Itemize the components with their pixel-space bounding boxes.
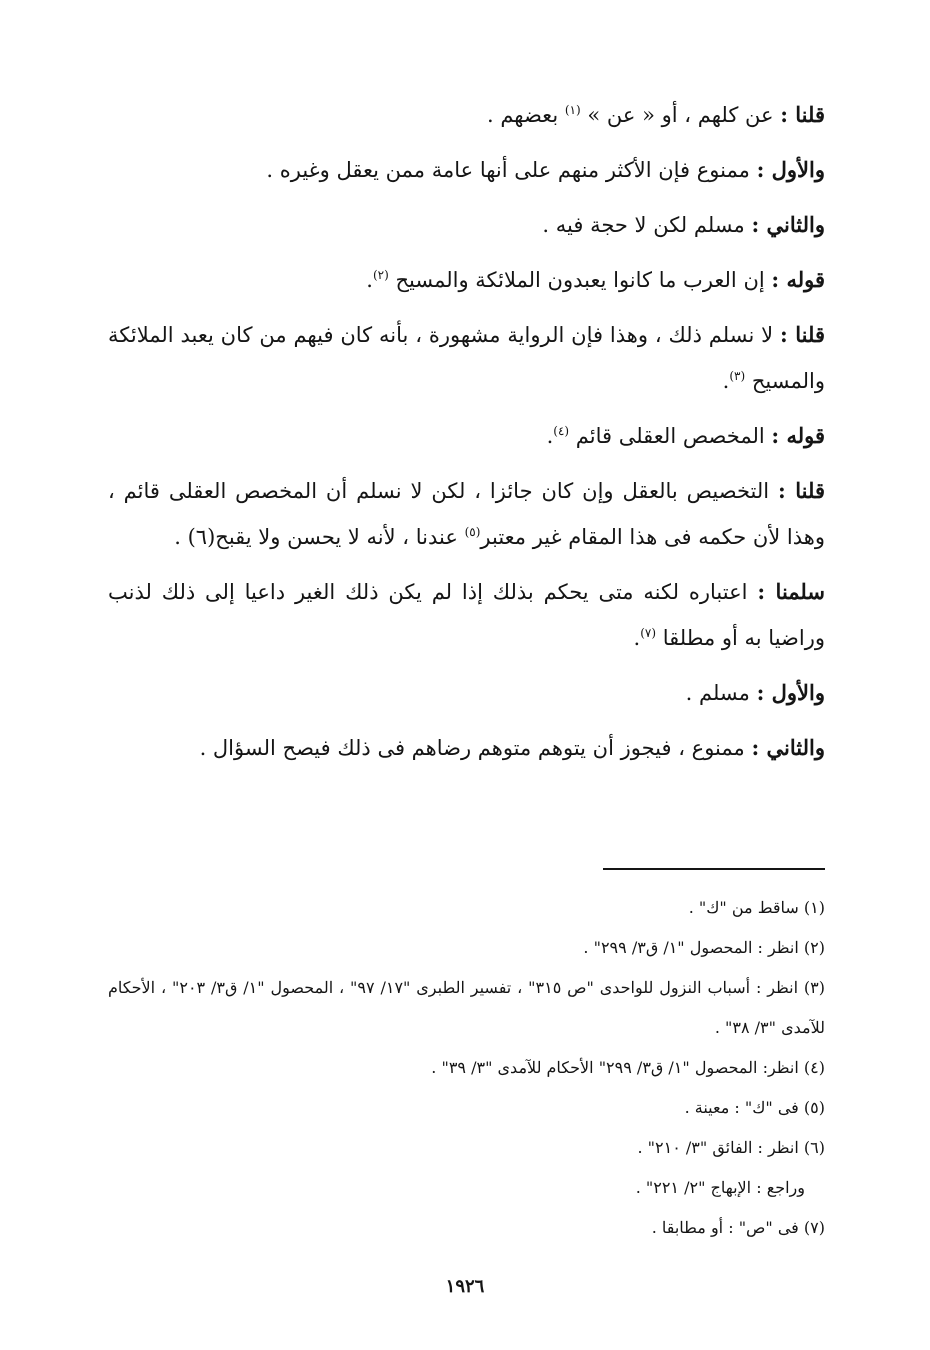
paragraph-lead: والثاني : (751, 212, 825, 237)
paragraph-text: اعتباره لكنه متى يحكم بذلك إذا لم يكن ذلك الغير داعيا إلى ذلك لذنب وراضيا به أو مطلقا (108, 580, 825, 650)
footnote-4: (٤) انظر: المحصول "١/ ق٣/ ٢٩٩" الأحكام للآمدى "٣/ ٣٩" . (431, 1058, 825, 1077)
paragraph-text: لا نسلم ذلك ، وهذا فإن الرواية مشهورة ، بأنه كان فيهم من كان يعبد الملائكة والمسيح (108, 323, 825, 393)
paragraph-lead: قوله : (771, 423, 825, 448)
footnote-5: (٥) فى "ك" : معينة . (684, 1098, 825, 1117)
paragraph-tail: عندنا ، لأنه لا يحسن ولا يقبح(٦) . (174, 525, 458, 549)
paragraph-2 (108, 147, 825, 193)
paragraph-7 (108, 468, 825, 560)
paragraph-text: ممنوع ، فيجوز أن يتوهم متوهم رضاهم فى ذلك فيصح السؤال . (199, 736, 745, 760)
footnote-2: (٢) انظر : المحصول "١/ ق٣/ ٢٩٩" . (583, 938, 825, 957)
paragraph-text: ممنوع فإن الأكثر منهم على أنها عامة ممن يعقل وغيره . (266, 158, 750, 182)
paragraph-lead: قوله : (771, 267, 825, 292)
footnote-7: (٧) فى "ص" : أو مطابقا . (651, 1218, 825, 1237)
footnote-6: (٦) انظر : الفائق "٣/ ٢١٠" . (637, 1138, 825, 1157)
paragraph-9 (108, 670, 825, 716)
paragraph-10 (108, 725, 825, 771)
paragraph-lead: قلنا : (780, 322, 825, 347)
main-text (108, 92, 825, 780)
paragraph-tail: . (546, 424, 554, 448)
paragraph-text: المخصص العقلى قائم (575, 424, 765, 448)
footnote-marker: (٥) (464, 525, 481, 539)
page-number: ١٩٢٦ (445, 1276, 485, 1297)
paragraph-text: التخصيص بالعقل وإن كان جائزا ، لكن لا نسلم أن المخصص العقلى قائم ، وهذا لأن حكمه فى هذا المقام غير معتبر (108, 479, 825, 549)
paragraph-tail: بعضهم . (486, 103, 559, 127)
paragraph-5 (108, 312, 825, 404)
footnote-marker: (٧) (640, 626, 657, 640)
paragraph-text: عن كلهم ، أو « عن » (587, 103, 774, 127)
paragraph-text: مسلم لكن لا حجة فيه . (542, 213, 745, 237)
paragraph-1 (108, 92, 825, 138)
paragraph-lead: والثاني : (751, 735, 825, 760)
paragraph-lead: قلنا : (777, 478, 825, 503)
paragraph-lead: سلمنا : (757, 579, 825, 604)
paragraph-6 (108, 413, 825, 459)
paragraph-8 (108, 569, 825, 661)
paragraph-lead: والأول : (756, 157, 825, 182)
footnotes (108, 888, 825, 1248)
paragraph-tail: . (366, 268, 373, 292)
footnote-1: (١) ساقط من "ك" . (688, 898, 825, 917)
footnote-marker: (١) (564, 103, 581, 117)
paragraph-4 (108, 257, 825, 303)
footnote-3: (٣) انظر : أسباب النزول للواحدى "ص ٣١٥" ، تفسير الطبرى "١٧/ ٩٧" ، المحصول "١/ ق٣/ ٢٠٣" ، الأحكام للآمدى "٣/ ٣٨" . (108, 978, 826, 1037)
paragraph-text: مسلم . (685, 681, 750, 705)
footnote-divider (603, 868, 825, 870)
paragraph-3 (108, 202, 825, 248)
footnote-marker: (٢) (372, 268, 389, 282)
paragraph-tail: . (722, 369, 730, 393)
footnote-marker: (٤) (553, 424, 570, 438)
footnote-marker: (٣) (729, 369, 746, 383)
footnote-6-continuation: وراجع : الإبهاج "٢/ ٢٢١" . (635, 1178, 805, 1197)
paragraph-tail: . (633, 626, 641, 650)
paragraph-lead: قلنا : (780, 102, 825, 127)
paragraph-lead: والأول : (756, 680, 825, 705)
paragraph-text: إن العرب ما كانوا يعبدون الملائكة والمسيح (395, 268, 765, 292)
